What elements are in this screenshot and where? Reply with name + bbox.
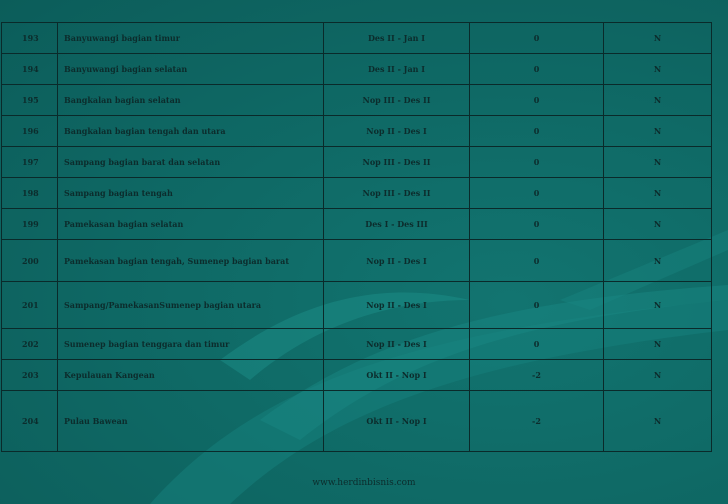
row-area: Pulau Bawean (58, 391, 324, 452)
table-row (2, 178, 712, 209)
row-value: 0 (470, 282, 604, 329)
table-row (2, 209, 712, 240)
row-number: 199 (2, 209, 58, 240)
row-flag: N (604, 85, 712, 116)
row-number: 204 (2, 391, 58, 452)
row-period: Des II - Jan I (324, 23, 470, 54)
footer-url: www.herdinbisnis.com (312, 478, 416, 488)
table-row (2, 240, 712, 282)
row-value: 0 (470, 178, 604, 209)
row-flag: N (604, 54, 712, 85)
row-flag: N (604, 240, 712, 282)
row-period: Okt II - Nop I (324, 391, 470, 452)
table-row (2, 116, 712, 147)
row-period: Nop II - Des I (324, 240, 470, 282)
data-table (1, 22, 712, 452)
row-number: 197 (2, 147, 58, 178)
row-area: Sumenep bagian tenggara dan timur (58, 329, 324, 360)
row-value: 0 (470, 23, 604, 54)
table-row (2, 391, 712, 452)
row-area: Banyuwangi bagian selatan (58, 54, 324, 85)
row-period: Nop III - Des II (324, 85, 470, 116)
row-period: Des II - Jan I (324, 54, 470, 85)
row-period: Nop II - Des I (324, 329, 470, 360)
row-value: 0 (470, 116, 604, 147)
row-flag: N (604, 147, 712, 178)
table-row (2, 282, 712, 329)
row-area: Sampang/PamekasanSumenep bagian utara (58, 282, 324, 329)
table-row (2, 23, 712, 54)
row-number: 198 (2, 178, 58, 209)
row-flag: N (604, 329, 712, 360)
row-period: Nop III - Des II (324, 178, 470, 209)
row-period: Nop III - Des II (324, 147, 470, 178)
row-number: 193 (2, 23, 58, 54)
row-flag: N (604, 23, 712, 54)
row-value: 0 (470, 240, 604, 282)
row-area: Bangkalan bagian selatan (58, 85, 324, 116)
row-flag: N (604, 209, 712, 240)
row-number: 202 (2, 329, 58, 360)
row-flag: N (604, 282, 712, 329)
row-number: 195 (2, 85, 58, 116)
row-number: 196 (2, 116, 58, 147)
table-row (2, 360, 712, 391)
row-value: 0 (470, 147, 604, 178)
row-period: Nop II - Des I (324, 282, 470, 329)
row-flag: N (604, 391, 712, 452)
row-area: Sampang bagian barat dan selatan (58, 147, 324, 178)
row-value: -2 (470, 391, 604, 452)
row-value: 0 (470, 85, 604, 116)
row-area: Pamekasan bagian tengah, Sumenep bagian barat (58, 240, 324, 282)
row-period: Des I - Des III (324, 209, 470, 240)
row-number: 203 (2, 360, 58, 391)
row-period: Okt II - Nop I (324, 360, 470, 391)
row-number: 194 (2, 54, 58, 85)
row-area: Pamekasan bagian selatan (58, 209, 324, 240)
table-row (2, 54, 712, 85)
row-area: Bangkalan bagian tengah dan utara (58, 116, 324, 147)
row-flag: N (604, 178, 712, 209)
row-value: 0 (470, 329, 604, 360)
row-period: Nop II - Des I (324, 116, 470, 147)
table-row (2, 147, 712, 178)
row-number: 201 (2, 282, 58, 329)
row-area: Banyuwangi bagian timur (58, 23, 324, 54)
row-area: Sampang bagian tengah (58, 178, 324, 209)
row-flag: N (604, 116, 712, 147)
table-row (2, 85, 712, 116)
row-value: -2 (470, 360, 604, 391)
row-number: 200 (2, 240, 58, 282)
row-value: 0 (470, 54, 604, 85)
row-value: 0 (470, 209, 604, 240)
row-area: Kepulauan Kangean (58, 360, 324, 391)
table-row (2, 329, 712, 360)
row-flag: N (604, 360, 712, 391)
